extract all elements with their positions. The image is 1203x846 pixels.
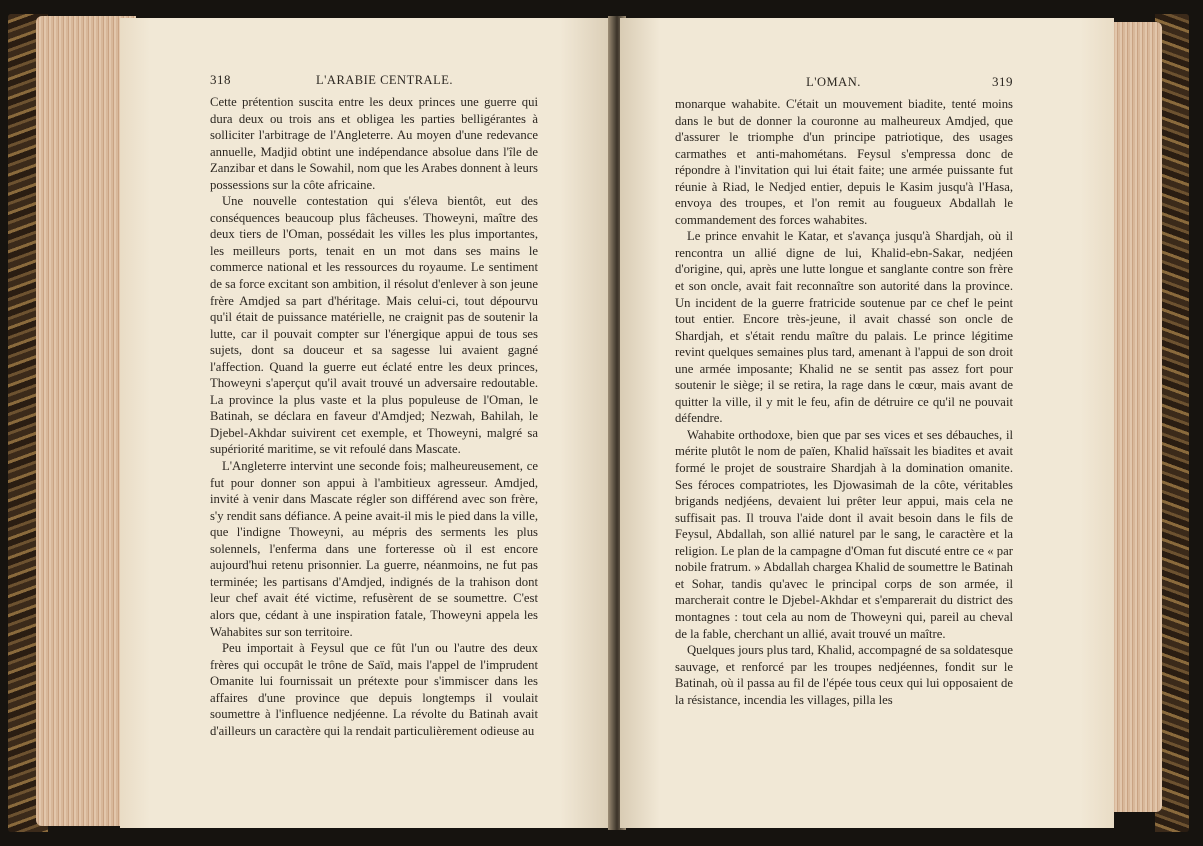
right-page [620, 18, 1114, 828]
left-page [120, 18, 614, 828]
paragraph: Peu importait à Feysul que ce fût l'un ou l'autre des deux frères qui occupât le trône de Saïd, mais l'appel de l'imprudent Omanite lui fournissait un prétexte pour s'immiscer dans les affaires d'une province que depuis longtemps il voulait soumettre à l'influence nedjéenne. La révolte du Batinah avait d'ailleurs un caractère qui la rendait particulièrement odieuse au [210, 641, 538, 738]
paragraph: Le prince envahit le Katar, et s'avança jusqu'à Shardjah, où il rencontra un allié digne de lui, Khalid-ebn-Sakar, nedjéen d'origine, qui, après une lutte longue et sanglante contre son frère et son oncle, avait fait reconnaître son autorité dans la province. Un incident de la guerre fratricide soutenue par ce chef le peint tout entier. Encore très-jeune, il avait chassé son oncle de Shardjah, et s'était rendu maître du palais. Le prince légitime revint quelques semaines plus tard, amenant à l'appui de son droit une armée imposante; Khalid ne se sentit pas assez fort pour soutenir le siège; il se retira, la rage dans le cœur, mais avant de quitter la ville, il y mit le feu, afin de détruire ce qu'il ne pouvait défendre. [675, 229, 1013, 426]
page-number: 319 [992, 74, 1013, 89]
running-title: L'ARABIE CENTRALE. [316, 73, 453, 87]
left-running-head [210, 72, 538, 88]
paragraph: L'Angleterre intervint une seconde fois; malheureusement, ce fut pour donner son appui à l'ambitieux agresseur. Amdjed, invité à venir dans Mascate régler son différend avec son frère, s'y rendit sans défiance. A peine avait-il mis le pied dans la ville, que l'indigne Thoweyni, au mépris des serments les plus solennels, l'enferma dans une forteresse où il est encore aujourd'hui retenu prisonnier. La guerre, néanmoins, ne fut pas terminée; les partisans d'Amdjed, indignés de la trahison dont leur chef avait été victime, refusèrent de se soumettre. C'est alors que, cédant à une inspiration fatale, Thoweyni appela les Wahabites sur son territoire. [210, 459, 538, 639]
paragraph: Cette prétention suscita entre les deux princes une guerre qui dura deux ou trois ans et obligea les parties belligérantes à solliciter l'arbitrage de l'Angleterre. Au moyen d'une redevance annuelle, Madjid obtint une indépendance absolue dans l'île de Zanzibar et dans le Sowahil, nom que les Arabes donnent à leurs possessions sur la côte africaine. [210, 95, 538, 192]
paragraph: Quelques jours plus tard, Khalid, accompagné de sa soldatesque sauvage, et renforcé par les troupes nedjéennes, fondit sur le Batinah, où il passa au fil de l'épée tous ceux qui lui opposaient de la résistance, incendia les villages, pilla les [675, 643, 1013, 707]
paragraph: monarque wahabite. C'était un mouvement biadite, tenté moins dans le but de donner la couronne au malheureux Amdjed, que d'assurer le triomphe d'un principe patriotique, des usages carmathes et anti-mahométans. Feysul s'empressa donc de répondre à l'invitation qui lui était faite; une armée puissante fut réunie à Riad, le Nedjed entier, depuis le Kasim jusqu'à l'Hasa, envoya des troupes, et l'on remit au fougueux Abdallah le commandement des forces wahabites. [675, 97, 1013, 227]
page-number: 318 [210, 72, 231, 87]
right-page-block [1110, 22, 1162, 812]
running-title: L'OMAN. [806, 75, 861, 89]
paragraph: Une nouvelle contestation qui s'éleva bientôt, eut des conséquences beaucoup plus fâcheuses. Thoweyni, maître des deux tiers de l'Oman, possédait les villes les plus importantes, les meilleurs ports, tenait en un mot dans ses mains le commerce national et les ressources du royaume. Le sentiment de sa force excitant son ambition, il résolut d'enlever à son jeune frère Amdjed sa part d'héritage. Mais celui-ci, tout dépourvu qu'il était de puissance matérielle, ne craignit pas de soutenir la lutte, car il pouvait compter sur l'énergique appui de tous ses sujets, dont sa douceur et sa sagesse lui avaient gagné l'affection. Quand la guerre eut éclaté entre les deux princes, Thoweyni s'aperçut qu'il avait trouvé un adversaire redoutable. La province la plus vaste et la plus populeuse de l'Oman, le Batinah, se déclara en faveur d'Amdjed; Nezwah, Bahilah, le Djebel-Akhdar suivirent cet exemple, et Thoweyni, malgré sa supériorité maritime, se vit refoulé dans Mascate. [210, 194, 538, 457]
right-body-text [675, 96, 1013, 708]
right-running-head [675, 74, 1013, 90]
left-body-text [210, 94, 538, 739]
paragraph: Wahabite orthodoxe, bien que par ses vices et ses débauches, il mérite plutôt le nom de païen, Khalid haïssait les biadites et avait formé le projet de soustraire Shardjah à la domination omanite. Ses féroces compatriotes, les Djowasimah de la côte, véritables brigands nedjéens, devaient lui prêter leur appui, mais cela ne suffisait pas. Il trouva l'aide dont il avait besoin dans le fils de Feysul, Abdallah, son allié naturel par le sang, le caractère et la religion. Le plan de la campagne d'Oman fut discuté entre ce « par nobile fratrum. » Abdallah chargea Khalid de soumettre le Batinah et Sohar, tandis qu'avec le principal corps de son armée, il marcherait contre le Djebel-Akhdar et s'emparerait du district des montagnes : tout cela au nom de Thoweyni qui, pareil au cheval de la fable, cherchant un allié, avait trouvé un maître. [675, 427, 1013, 641]
